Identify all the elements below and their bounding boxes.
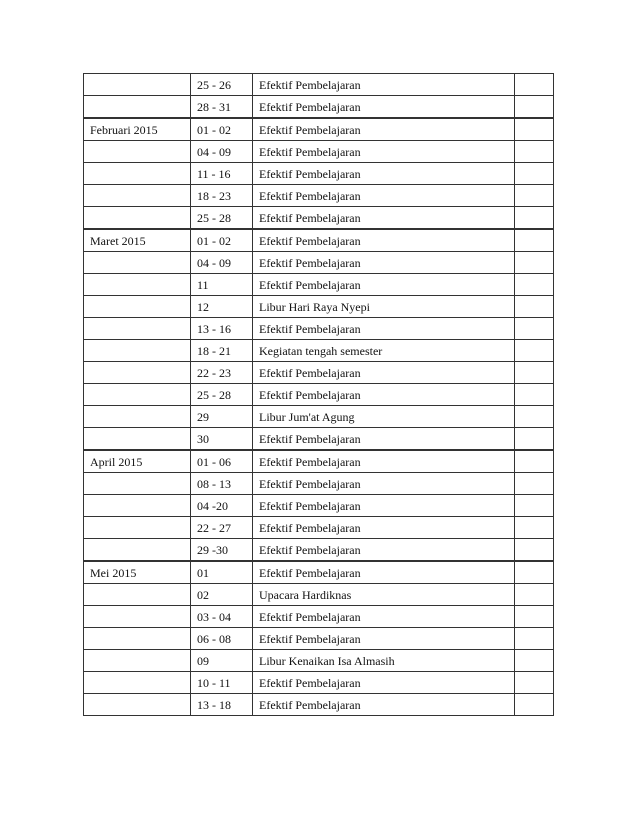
date-cell: 18 - 21	[191, 340, 253, 362]
table-row	[84, 274, 554, 296]
activity-cell: Upacara Hardiknas	[253, 584, 515, 606]
note-cell	[515, 118, 554, 141]
note-cell	[515, 495, 554, 517]
date-cell: 03 - 04	[191, 606, 253, 628]
activity-cell: Efektif Pembelajaran	[253, 561, 515, 584]
month-cell	[84, 584, 191, 606]
date-cell: 22 - 23	[191, 362, 253, 384]
table-row	[84, 296, 554, 318]
note-cell	[515, 229, 554, 252]
date-cell: 01 - 02	[191, 229, 253, 252]
note-cell	[515, 252, 554, 274]
activity-cell: Efektif Pembelajaran	[253, 163, 515, 185]
table-row	[84, 74, 554, 96]
note-cell	[515, 650, 554, 672]
date-cell: 02	[191, 584, 253, 606]
month-cell	[84, 252, 191, 274]
activity-cell: Efektif Pembelajaran	[253, 450, 515, 473]
table-row	[84, 561, 554, 584]
table-row	[84, 694, 554, 716]
table-row	[84, 362, 554, 384]
table-row	[84, 185, 554, 207]
table-row	[84, 517, 554, 539]
note-cell	[515, 163, 554, 185]
note-cell	[515, 694, 554, 716]
note-cell	[515, 606, 554, 628]
activity-cell: Efektif Pembelajaran	[253, 229, 515, 252]
note-cell	[515, 318, 554, 340]
month-cell	[84, 672, 191, 694]
date-cell: 13 - 16	[191, 318, 253, 340]
activity-cell: Efektif Pembelajaran	[253, 672, 515, 694]
table-row	[84, 495, 554, 517]
activity-cell: Libur Jum'at Agung	[253, 406, 515, 428]
month-cell	[84, 362, 191, 384]
month-cell	[84, 185, 191, 207]
month-cell	[84, 296, 191, 318]
date-cell: 01 - 02	[191, 118, 253, 141]
activity-cell: Kegiatan tengah semester	[253, 340, 515, 362]
note-cell	[515, 141, 554, 163]
activity-cell: Efektif Pembelajaran	[253, 628, 515, 650]
note-cell	[515, 450, 554, 473]
table-row	[84, 584, 554, 606]
activity-cell: Efektif Pembelajaran	[253, 274, 515, 296]
month-cell	[84, 517, 191, 539]
activity-cell: Efektif Pembelajaran	[253, 606, 515, 628]
date-cell: 30	[191, 428, 253, 451]
note-cell	[515, 74, 554, 96]
table-body	[84, 74, 554, 716]
note-cell	[515, 340, 554, 362]
note-cell	[515, 384, 554, 406]
note-cell	[515, 539, 554, 562]
month-cell: April 2015	[84, 450, 191, 473]
table-row	[84, 384, 554, 406]
note-cell	[515, 362, 554, 384]
activity-cell: Efektif Pembelajaran	[253, 362, 515, 384]
date-cell: 04 -20	[191, 495, 253, 517]
note-cell	[515, 296, 554, 318]
month-cell	[84, 318, 191, 340]
note-cell	[515, 185, 554, 207]
table-row	[84, 428, 554, 451]
activity-cell: Efektif Pembelajaran	[253, 384, 515, 406]
date-cell: 29 -30	[191, 539, 253, 562]
month-cell	[84, 96, 191, 119]
date-cell: 04 - 09	[191, 252, 253, 274]
date-cell: 29	[191, 406, 253, 428]
month-cell	[84, 539, 191, 562]
date-cell: 25 - 28	[191, 207, 253, 230]
month-cell	[84, 141, 191, 163]
date-cell: 12	[191, 296, 253, 318]
date-cell: 22 - 27	[191, 517, 253, 539]
note-cell	[515, 672, 554, 694]
month-cell	[84, 74, 191, 96]
date-cell: 18 - 23	[191, 185, 253, 207]
table-row	[84, 96, 554, 119]
month-cell	[84, 606, 191, 628]
month-cell	[84, 274, 191, 296]
date-cell: 06 - 08	[191, 628, 253, 650]
note-cell	[515, 517, 554, 539]
note-cell	[515, 96, 554, 119]
table-row	[84, 406, 554, 428]
date-cell: 28 - 31	[191, 96, 253, 119]
table-row	[84, 118, 554, 141]
table-row	[84, 650, 554, 672]
month-cell	[84, 406, 191, 428]
month-cell	[84, 694, 191, 716]
activity-cell: Efektif Pembelajaran	[253, 318, 515, 340]
note-cell	[515, 628, 554, 650]
note-cell	[515, 406, 554, 428]
date-cell: 08 - 13	[191, 473, 253, 495]
month-cell	[84, 340, 191, 362]
activity-cell: Efektif Pembelajaran	[253, 185, 515, 207]
date-cell: 25 - 26	[191, 74, 253, 96]
month-cell: Maret 2015	[84, 229, 191, 252]
activity-cell: Efektif Pembelajaran	[253, 207, 515, 230]
activity-cell: Libur Hari Raya Nyepi	[253, 296, 515, 318]
date-cell: 09	[191, 650, 253, 672]
month-cell	[84, 495, 191, 517]
table-row	[84, 539, 554, 562]
academic-calendar-table	[83, 73, 554, 716]
activity-cell: Efektif Pembelajaran	[253, 517, 515, 539]
table-row	[84, 473, 554, 495]
activity-cell: Efektif Pembelajaran	[253, 539, 515, 562]
date-cell: 11	[191, 274, 253, 296]
table-row	[84, 318, 554, 340]
table-row	[84, 628, 554, 650]
month-cell: Februari 2015	[84, 118, 191, 141]
activity-cell: Efektif Pembelajaran	[253, 473, 515, 495]
month-cell	[84, 163, 191, 185]
activity-cell: Efektif Pembelajaran	[253, 252, 515, 274]
activity-cell: Efektif Pembelajaran	[253, 694, 515, 716]
table-row	[84, 672, 554, 694]
date-cell: 10 - 11	[191, 672, 253, 694]
date-cell: 13 - 18	[191, 694, 253, 716]
activity-cell: Efektif Pembelajaran	[253, 96, 515, 119]
activity-cell: Efektif Pembelajaran	[253, 74, 515, 96]
date-cell: 01 - 06	[191, 450, 253, 473]
note-cell	[515, 207, 554, 230]
activity-cell: Efektif Pembelajaran	[253, 141, 515, 163]
month-cell	[84, 473, 191, 495]
month-cell	[84, 428, 191, 451]
note-cell	[515, 274, 554, 296]
table-row	[84, 606, 554, 628]
month-cell	[84, 207, 191, 230]
month-cell: Mei 2015	[84, 561, 191, 584]
note-cell	[515, 561, 554, 584]
note-cell	[515, 584, 554, 606]
month-cell	[84, 628, 191, 650]
table-row	[84, 450, 554, 473]
table-row	[84, 163, 554, 185]
table-row	[84, 207, 554, 230]
table-row	[84, 340, 554, 362]
table-row	[84, 141, 554, 163]
date-cell: 04 - 09	[191, 141, 253, 163]
activity-cell: Efektif Pembelajaran	[253, 495, 515, 517]
date-cell: 01	[191, 561, 253, 584]
table-row	[84, 252, 554, 274]
activity-cell: Efektif Pembelajaran	[253, 428, 515, 451]
month-cell	[84, 384, 191, 406]
activity-cell: Libur Kenaikan Isa Almasih	[253, 650, 515, 672]
note-cell	[515, 473, 554, 495]
date-cell: 25 - 28	[191, 384, 253, 406]
date-cell: 11 - 16	[191, 163, 253, 185]
month-cell	[84, 650, 191, 672]
table-row	[84, 229, 554, 252]
note-cell	[515, 428, 554, 451]
activity-cell: Efektif Pembelajaran	[253, 118, 515, 141]
